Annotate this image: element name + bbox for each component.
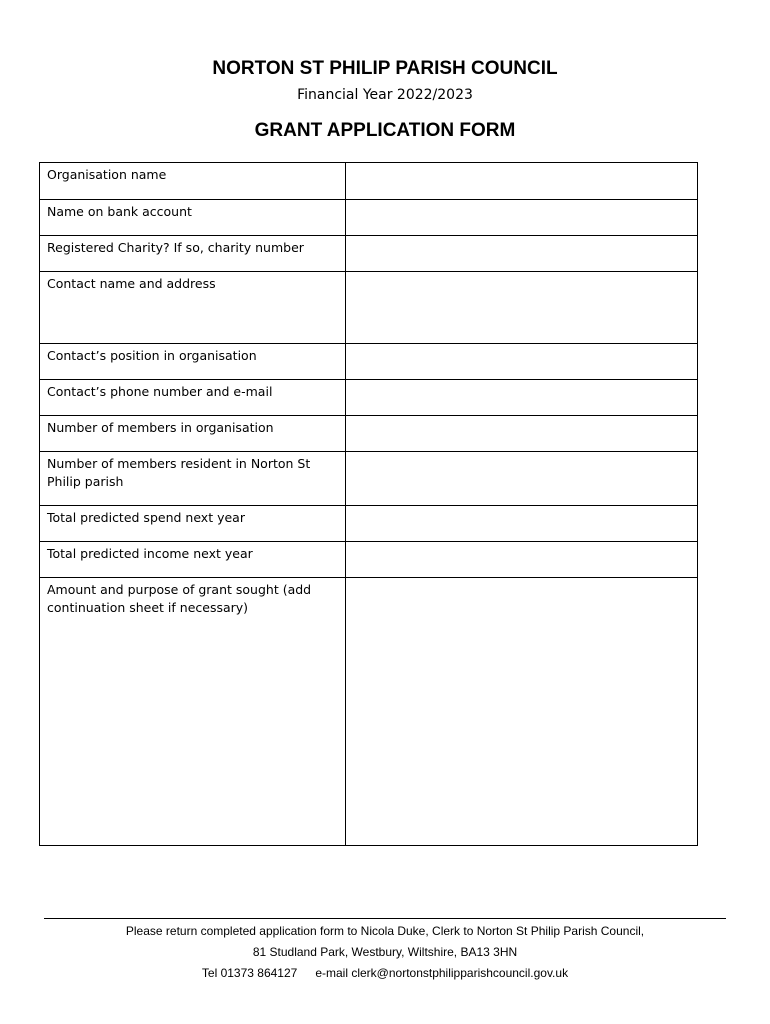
- footer-divider: [44, 918, 726, 919]
- bank-account-name-field[interactable]: [346, 200, 698, 236]
- footer-telephone: Tel 01373 864127: [201, 966, 298, 980]
- resident-members-field[interactable]: [346, 452, 698, 506]
- form-row-organisation-name: [40, 163, 698, 200]
- form-row-contact-phone-email: [40, 380, 698, 416]
- field-label: Total predicted spend next year: [40, 506, 346, 542]
- footer-address: 81 Studland Park, Westbury, Wiltshire, BA13 3HN: [252, 945, 518, 959]
- grant-application-table: [39, 162, 698, 846]
- form-row-bank-account: [40, 200, 698, 236]
- field-label: Contact’s position in organisation: [40, 344, 346, 380]
- footer-email[interactable]: e-mail clerk@nortonstphilipparishcouncil.gov.uk: [315, 966, 569, 980]
- council-name: NORTON ST PHILIP PARISH COUNCIL: [212, 58, 558, 79]
- organisation-name-field[interactable]: [346, 163, 698, 200]
- grant-purpose-field[interactable]: [346, 578, 698, 846]
- predicted-spend-field[interactable]: [346, 506, 698, 542]
- contact-position-field[interactable]: [346, 344, 698, 380]
- field-label: Number of members in organisation: [40, 416, 346, 452]
- field-label: Contact’s phone number and e-mail: [40, 380, 346, 416]
- field-label: Organisation name: [40, 163, 346, 200]
- charity-number-field[interactable]: [346, 236, 698, 272]
- form-row-registered-charity: [40, 236, 698, 272]
- field-label: Registered Charity? If so, charity number: [40, 236, 346, 272]
- field-label: Name on bank account: [40, 200, 346, 236]
- footer-contact: [0, 966, 770, 980]
- form-row-predicted-spend: [40, 506, 698, 542]
- contact-phone-email-field[interactable]: [346, 380, 698, 416]
- contact-address-field[interactable]: [346, 272, 698, 344]
- field-label: Amount and purpose of grant sought (add continuation sheet if necessary): [40, 578, 346, 846]
- form-title: GRANT APPLICATION FORM: [254, 120, 516, 141]
- field-label: Contact name and address: [40, 272, 346, 344]
- members-count-field[interactable]: [346, 416, 698, 452]
- form-row-contact-address: [40, 272, 698, 344]
- form-row-predicted-income: [40, 542, 698, 578]
- form-row-members: [40, 416, 698, 452]
- field-label: Total predicted income next year: [40, 542, 346, 578]
- predicted-income-field[interactable]: [346, 542, 698, 578]
- field-label: Number of members resident in Norton St Philip parish: [40, 452, 346, 506]
- form-row-contact-position: [40, 344, 698, 380]
- footer-return-instructions: Please return completed application form to Nicola Duke, Clerk to Norton St Philip Parish Council,: [125, 924, 645, 938]
- form-row-grant-purpose: [40, 578, 698, 846]
- financial-year: Financial Year 2022/2023: [297, 87, 473, 103]
- form-row-resident-members: [40, 452, 698, 506]
